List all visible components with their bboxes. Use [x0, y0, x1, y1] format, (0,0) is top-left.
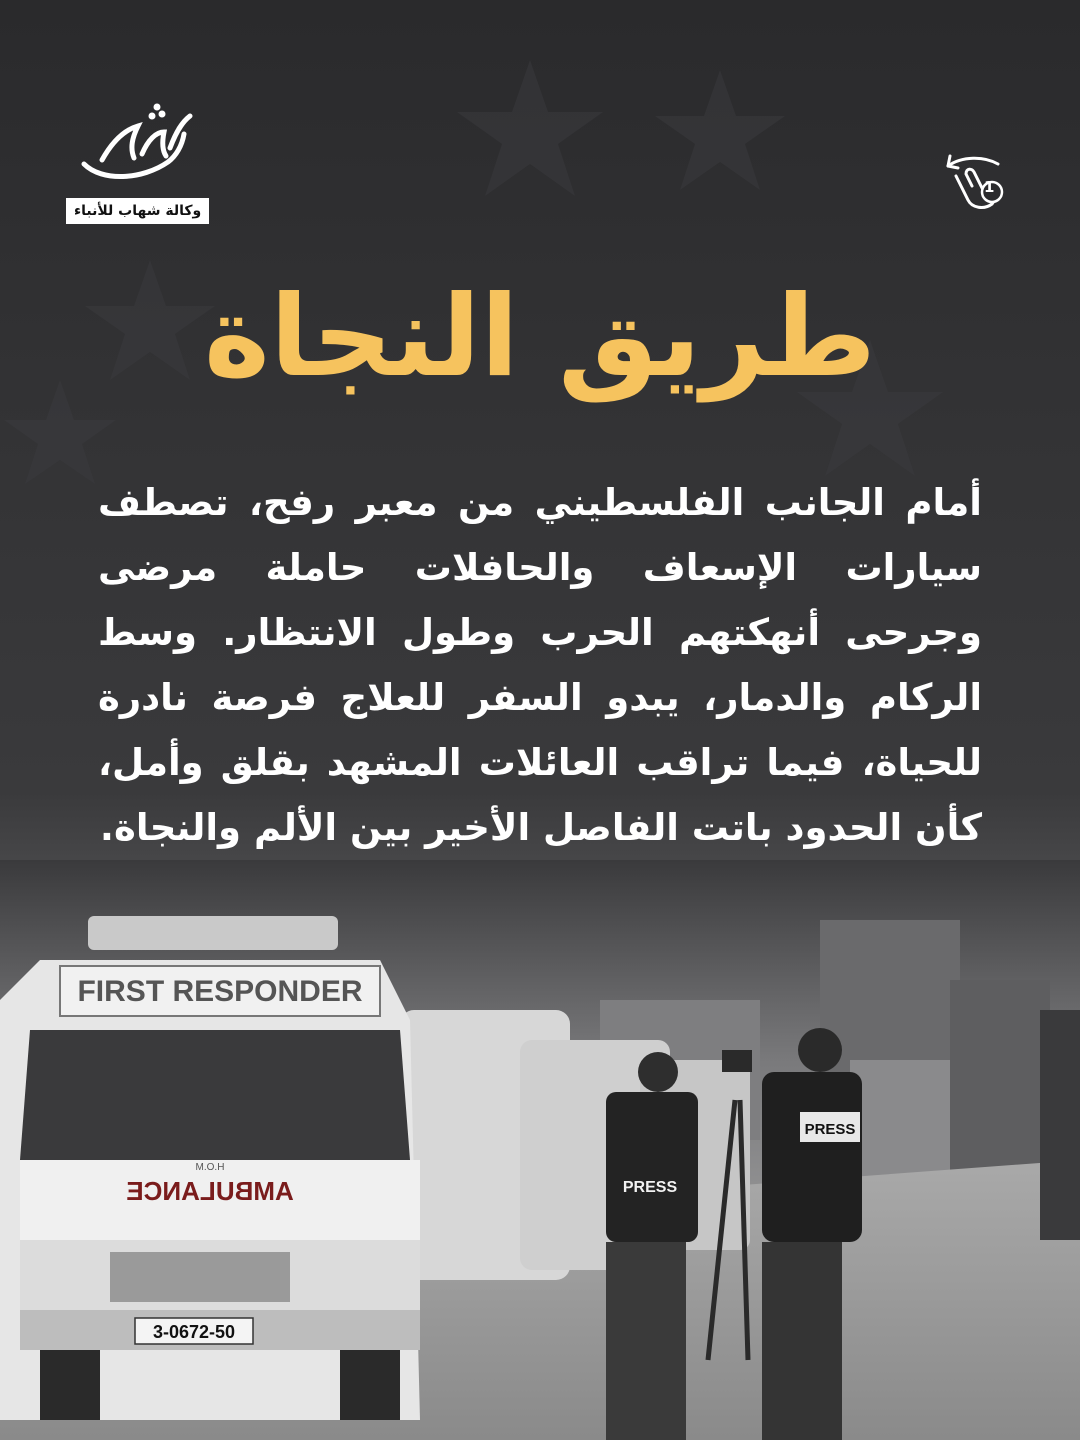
ambulance-mirror-text: AMBULANCE — [126, 1176, 294, 1206]
journalist-1 — [606, 1052, 698, 1440]
rafah-crossing-photo — [0, 860, 1080, 1440]
background-stars — [0, 0, 1080, 520]
shehab-logo — [66, 102, 206, 224]
press-vest-1: PRESS — [622, 1179, 678, 1196]
moh-text: M.O.H — [195, 1162, 225, 1173]
shehab-logo-mark — [72, 102, 200, 188]
swipe-hand-icon — [938, 150, 1010, 214]
ambulance — [0, 916, 420, 1420]
post-body: أمام الجانب الفلسطيني من معبر رفح، تصطف سيارات الإسعاف والحافلات حاملة مرضى وجرحى أنهكتهم الحرب وطول الانتظار. وسط الركام والدمار، يبدو السفر للعلاج فرصة نادرة للحياة، فيما تراقب العائلات المشهد بقلق وأمل، كأن الحدود باتت الفاصل الأخير بين الألم والنجاة. — [98, 481, 982, 849]
logo-tagline: وكالة شهاب للأنباء — [66, 198, 209, 224]
license-plate: 3-0672-50 — [152, 1322, 236, 1342]
press-vest-2: PRESS — [804, 1121, 856, 1138]
swipe-number: 1 — [984, 178, 995, 196]
ambulance-header-text: FIRST RESPONDER — [77, 975, 363, 1008]
post-title: طريق النجاة — [203, 272, 877, 402]
